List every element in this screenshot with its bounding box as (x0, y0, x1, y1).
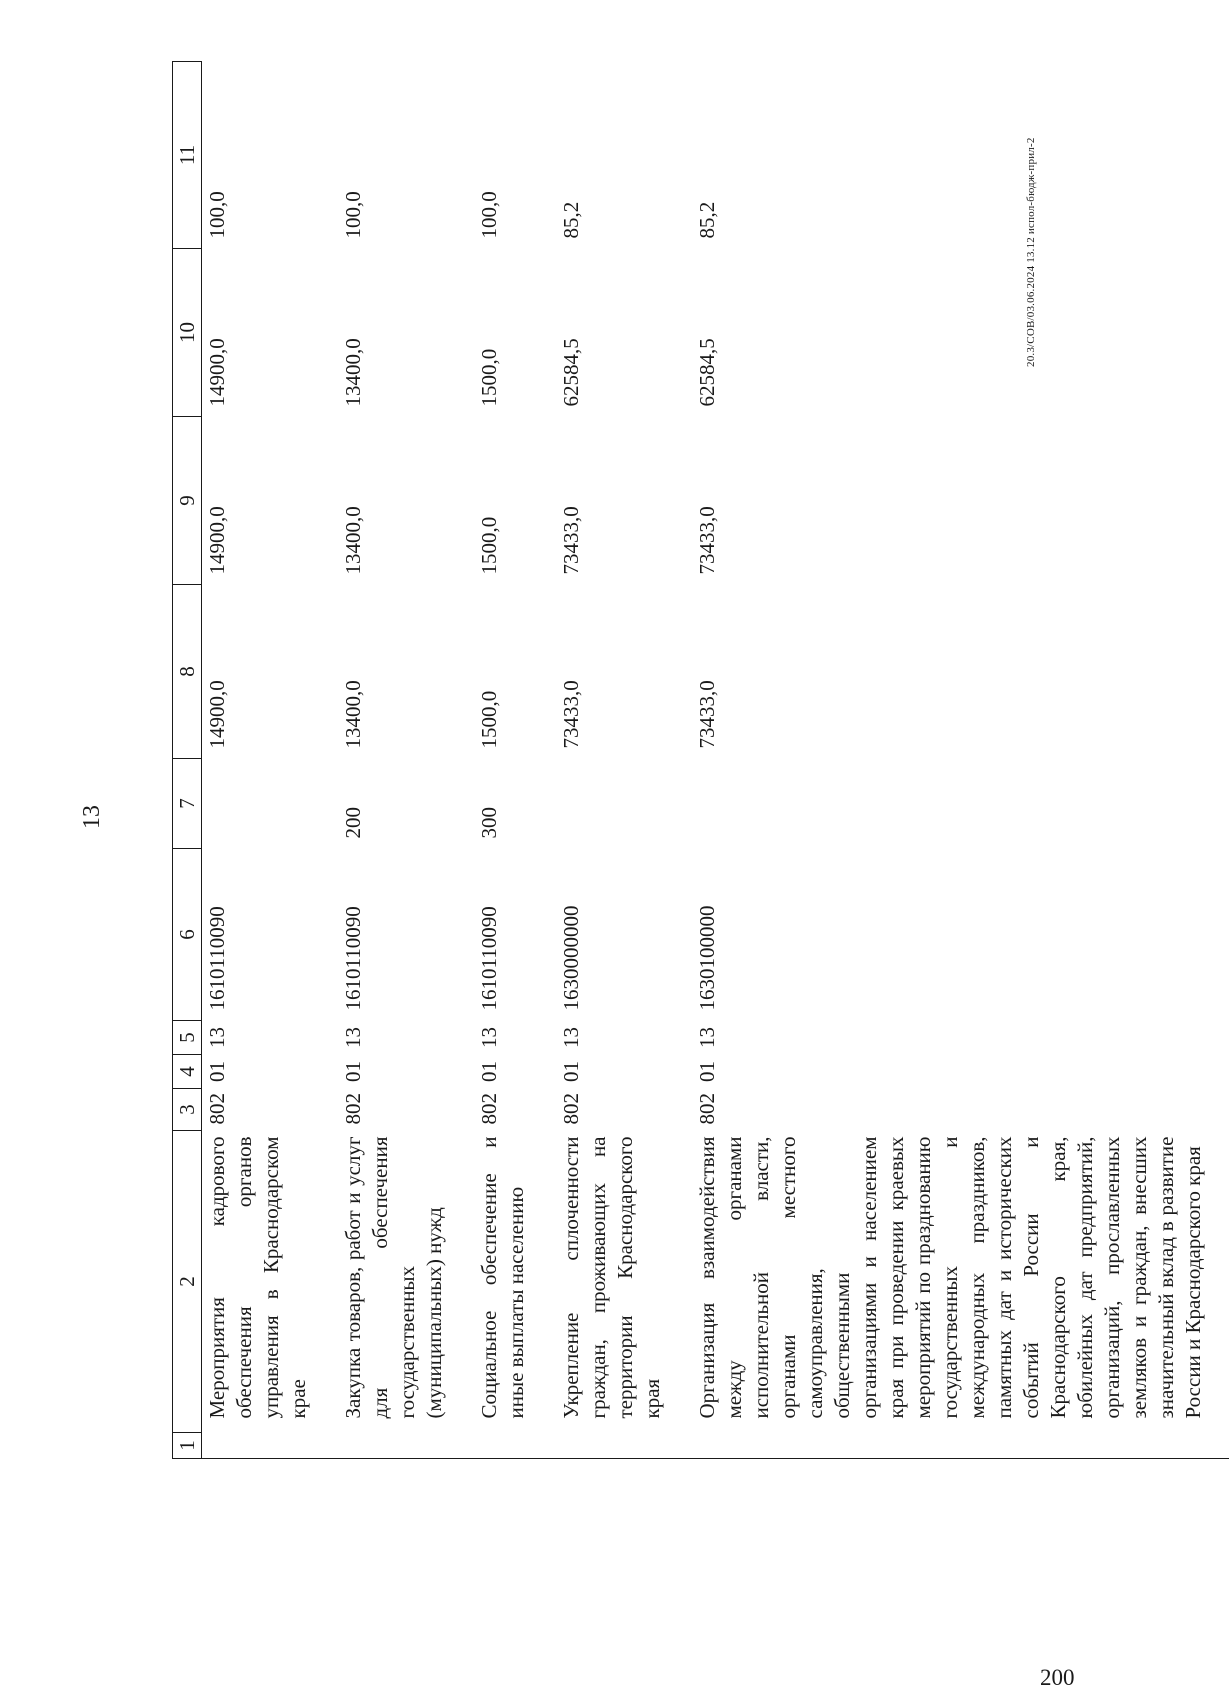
column-header-7: 7 (173, 759, 202, 849)
ministry-code-cell: 802 (559, 1093, 583, 1125)
table-row (552, 62, 688, 1459)
column-header-1: 1 (173, 1433, 202, 1459)
adjusted-amount-cell: 14900,0 (205, 506, 229, 575)
budget-table (172, 61, 1229, 1459)
subsection-code-cell: 13 (205, 1027, 229, 1048)
approved-amount-cell: 1500,0 (477, 690, 501, 749)
row-name-cell: Социальное обеспечение и иные выплаты населению (477, 1136, 528, 1419)
execution-percent-cell: 100,0 (205, 191, 229, 239)
execution-percent-cell: 100,0 (477, 191, 501, 239)
column-header-10: 10 (173, 249, 202, 417)
subsection-code-cell: 13 (559, 1027, 583, 1048)
table-row (202, 62, 335, 1459)
column-header-9: 9 (173, 417, 202, 585)
ministry-code-cell: 802 (477, 1093, 501, 1125)
ministry-code-cell: 802 (695, 1093, 719, 1125)
adjusted-amount-cell: 13400,0 (341, 506, 365, 575)
expense-type-cell (552, 759, 688, 849)
column-header-6: 6 (173, 849, 202, 1021)
expense-type-cell: 200 (341, 807, 365, 839)
row-number-cell (202, 1433, 335, 1459)
approved-amount-cell: 73433,0 (559, 680, 583, 749)
target-article-cell: 1630100000 (695, 905, 719, 1011)
row-number-cell (470, 1433, 552, 1459)
target-article-cell: 1610110090 (477, 906, 501, 1011)
ministry-code-cell: 802 (205, 1093, 229, 1125)
approved-amount-cell: 14900,0 (205, 680, 229, 749)
section-code-cell: 01 (205, 1061, 229, 1082)
adjusted-amount-cell: 73433,0 (695, 506, 719, 575)
document-code: 20.3/СОВ/03.06.2024 13.12 испол-бюдж-прил-2 (1025, 137, 1037, 367)
subsection-code-cell: 13 (695, 1027, 719, 1048)
section-code-cell: 01 (477, 1061, 501, 1082)
expense-type-cell: 300 (477, 807, 501, 839)
row-name-cell: Закупка товаров, работ и услуг для обеспечения государственных (муниципальных) нужд (341, 1136, 446, 1419)
header-row (173, 62, 202, 1459)
approved-amount-cell: 13400,0 (341, 680, 365, 749)
execution-percent-cell: 85,2 (695, 201, 719, 239)
row-name-cell: Организация взаимодействия между органами исполнительной власти, органами местного самоуправления, общественными организациями и населением края при проведении краевых мероприятий по празднованию государственных и международных праздников, памятных дат и исторических событий России и Краснодарского края, юбилейных дат предприятий, организаций, прославленных земляков и граждан, внесших значительный вклад в развитие России и Краснодарского края (695, 1136, 1205, 1419)
executed-amount-cell: 1500,0 (477, 348, 501, 407)
subsection-code-cell: 13 (341, 1027, 365, 1048)
execution-percent-cell: 100,0 (341, 191, 365, 239)
folio-number: 200 (1040, 1665, 1075, 1690)
table-row (688, 62, 1229, 1459)
executed-amount-cell: 62584,5 (695, 338, 719, 407)
table-row (470, 62, 552, 1459)
column-header-2: 2 (173, 1131, 202, 1433)
section-code-cell: 01 (341, 1061, 365, 1082)
column-header-11: 11 (173, 62, 202, 249)
executed-amount-cell: 13400,0 (341, 338, 365, 407)
table-body (202, 62, 1229, 1459)
row-name-cell: Мероприятия кадрового обеспечения органов управления в Краснодарском крае (205, 1136, 310, 1419)
section-code-cell: 01 (695, 1061, 719, 1082)
column-header-8: 8 (173, 585, 202, 759)
executed-amount-cell: 62584,5 (559, 338, 583, 407)
column-header-3: 3 (173, 1089, 202, 1131)
section-code-cell: 01 (559, 1061, 583, 1082)
page-number: 13 (79, 805, 105, 829)
expense-type-cell (202, 759, 335, 849)
row-name-cell: Укрепление сплоченности граждан, проживающих на территории Краснодарского края (559, 1136, 664, 1419)
executed-amount-cell: 14900,0 (205, 338, 229, 407)
target-article-cell: 1610110090 (205, 906, 229, 1011)
row-number-cell (334, 1433, 470, 1459)
row-number-cell (688, 1433, 1229, 1459)
ministry-code-cell: 802 (341, 1093, 365, 1125)
row-number-cell (552, 1433, 688, 1459)
target-article-cell: 1630000000 (559, 905, 583, 1011)
subsection-code-cell: 13 (477, 1027, 501, 1048)
adjusted-amount-cell: 73433,0 (559, 506, 583, 575)
table-header (173, 62, 202, 1459)
expense-type-cell (688, 759, 1229, 849)
target-article-cell: 1610110090 (341, 906, 365, 1011)
approved-amount-cell: 73433,0 (695, 680, 719, 749)
execution-percent-cell: 85,2 (559, 201, 583, 239)
column-header-4: 4 (173, 1055, 202, 1089)
table-row (334, 62, 470, 1459)
column-header-5: 5 (173, 1021, 202, 1055)
adjusted-amount-cell: 1500,0 (477, 516, 501, 575)
